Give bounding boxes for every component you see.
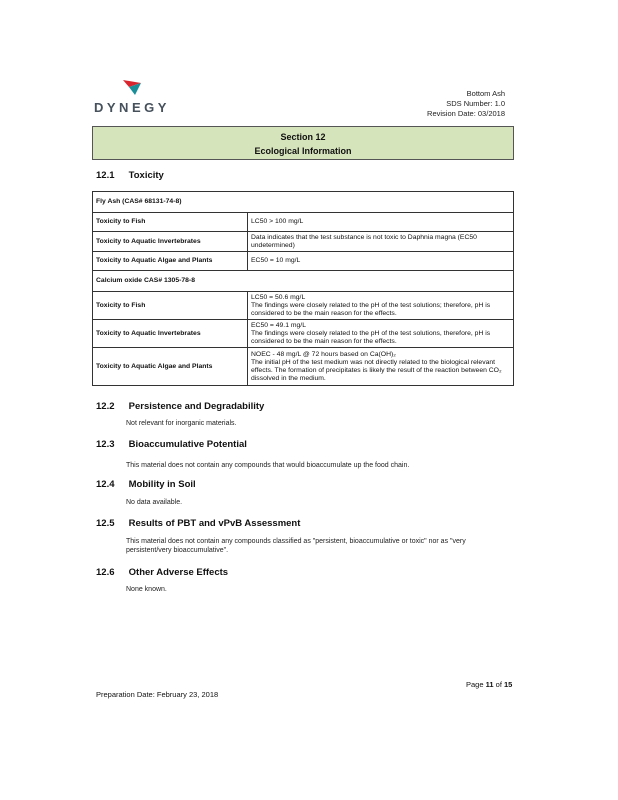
row-label: Toxicity to Aquatic Algae and Plants [93,252,248,271]
bioaccumulative-text: This material does not contain any compounds that would bioaccumulate up the food chain. [126,462,410,469]
group-header-calcium-oxide: Calcium oxide CAS# 1305-78-8 [93,271,514,292]
pbt-text: This material does not contain any compounds classified as "persistent, bioaccumulative or toxic" nor as "very persistent/very bioaccumulative". [126,538,466,554]
row-value: LC50 > 100 mg/L [248,213,514,232]
dynegy-logo [94,78,174,118]
row-value [248,348,514,386]
page-total: 15 [504,680,513,689]
dynegy-logo-mark-icon [121,78,145,98]
heading-number: 12.4 [96,479,115,490]
heading-persistence [96,401,264,412]
table-row [93,252,514,271]
table-row [93,232,514,252]
toxicity-table [92,191,514,386]
section-title: Section 12 [280,132,326,142]
table-row [93,348,514,386]
mobility-text: No data available. [126,499,183,506]
row-value-line: The findings were closely related to the pH of the test solutions; therefore, pH is considered to be the main reason for the effects. [251,301,491,317]
row-label: Toxicity to Aquatic Algae and Plants [93,348,248,386]
heading-label: Other Adverse Effects [128,567,229,578]
row-label: Toxicity to Fish [93,213,248,232]
row-value: EC50 = 10 mg/L [248,252,514,271]
heading-mobility [96,479,196,490]
document-meta [427,89,505,119]
row-value [248,320,514,348]
table-row [93,320,514,348]
row-value-line: LC50 = 50.6 mg/L [251,293,306,301]
other-effects-text: None known. [126,586,167,593]
revision-date: Revision Date: 03/2018 [427,109,505,118]
heading-label: Persistence and Degradability [128,401,265,412]
heading-other-effects [96,567,228,578]
row-value: Data indicates that the test substance is not toxic to Daphnia magna (EC50 undetermined) [248,232,514,252]
heading-toxicity [96,170,164,181]
heading-pbt [96,518,300,529]
page-number [466,680,512,689]
row-value [248,292,514,320]
sds-number: SDS Number: 1.0 [446,99,505,108]
table-group-row [93,271,514,292]
heading-number: 12.6 [96,567,115,578]
heading-label: Results of PBT and vPvB Assessment [128,518,301,529]
product-name: Bottom Ash [466,89,505,98]
table-row [93,292,514,320]
heading-number: 12.2 [96,401,115,412]
heading-number: 12.1 [96,170,115,181]
section-title-box [92,126,514,160]
table-group-row [93,192,514,213]
heading-number: 12.5 [96,518,115,529]
row-label: Toxicity to Aquatic Invertebrates [93,320,248,348]
page-of: of [495,680,502,689]
row-value-line: The findings were closely related to the pH of the test solutions, therefore, pH is considered to be the main reason for the effects. [251,329,491,345]
row-value-line: NOEC - 48 mg/L @ 72 hours based on Ca(OH)₂ [251,350,396,358]
row-label: Toxicity to Fish [93,292,248,320]
table-row [93,213,514,232]
company-name: DYNEGY [94,100,170,115]
heading-number: 12.3 [96,439,115,450]
group-header-fly-ash: Fly Ash (CAS# 68131-74-8) [93,192,514,213]
heading-label: Mobility in Soil [128,479,196,490]
row-value-line: The initial pH of the test medium was not directly related to the biological relevant effects. The formation of precipitates is likely the result of the reaction between CO₂ dissolved in the medium. [251,358,502,382]
page-label: Page [466,680,484,689]
row-label: Toxicity to Aquatic Invertebrates [93,232,248,252]
persistence-text: Not relevant for inorganic materials. [126,420,237,427]
section-subtitle: Ecological Information [254,146,352,156]
row-value-line: EC50 = 49.1 mg/L [251,321,306,329]
heading-label: Bioaccumulative Potential [128,439,247,450]
heading-label: Toxicity [128,170,164,181]
preparation-date: Preparation Date: February 23, 2018 [96,690,219,699]
heading-bioaccumulative [96,439,247,450]
page-current: 11 [485,680,494,689]
